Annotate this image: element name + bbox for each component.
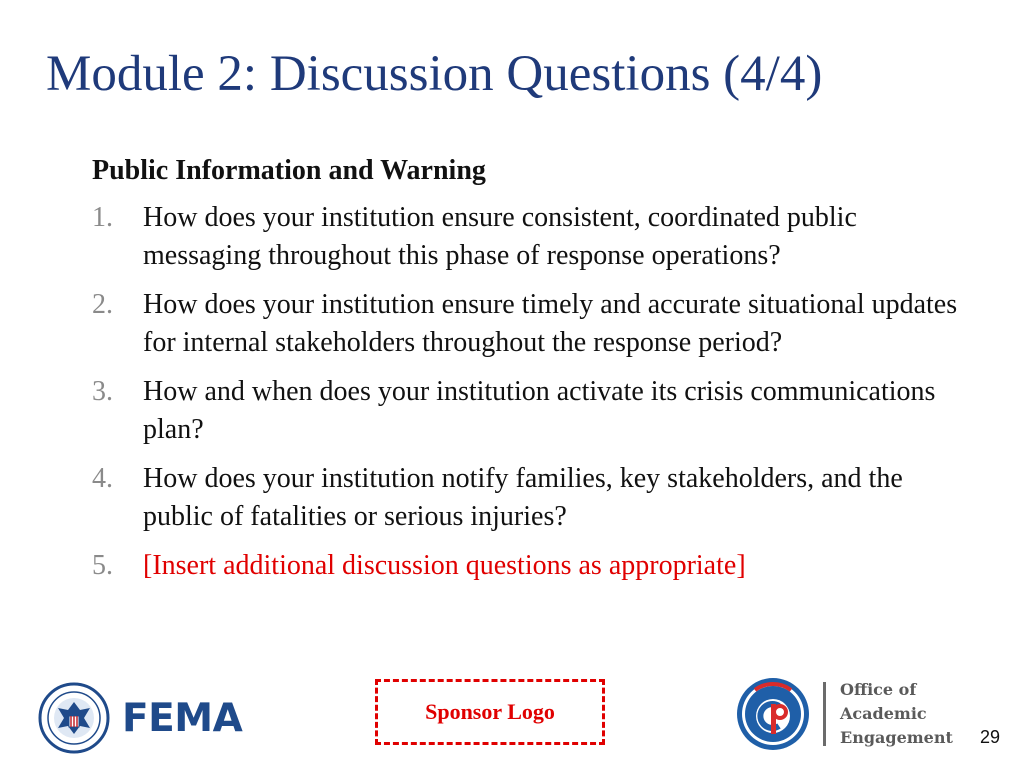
question-item-placeholder [92, 547, 972, 585]
question-number: 4. [92, 463, 113, 494]
question-number: 2. [92, 289, 113, 320]
question-item [92, 460, 972, 535]
fema-wordmark: FEMA [122, 695, 243, 741]
dhs-seal-icon [38, 682, 110, 754]
question-list [92, 199, 972, 585]
question-text: How does your institution ensure consistent, coordinated public messaging throughout this phase of response operations? [143, 202, 857, 271]
office-of-academic-engagement-logo [735, 676, 953, 752]
sponsor-logo-label: Sponsor Logo [425, 699, 555, 724]
logo-divider [823, 682, 826, 746]
section-heading: Public Information and Warning [92, 155, 486, 186]
oae-line: Academic [840, 704, 927, 723]
question-text: How does your institution ensure timely and accurate situational updates for internal stakeholders throughout the response period? [143, 289, 958, 358]
slide-content [92, 152, 972, 597]
question-number: 3. [92, 376, 113, 407]
campus-resilience-badge-icon [735, 676, 811, 752]
question-number: 5. [92, 550, 113, 581]
oae-line: Office of [840, 680, 917, 699]
oae-wordmark [840, 678, 953, 750]
fema-logo [38, 682, 242, 754]
page-number: 29 [979, 727, 1000, 747]
question-item [92, 286, 972, 361]
question-text: How does your institution notify families, key stakeholders, and the public of fatalities or serious injuries? [143, 463, 903, 532]
sponsor-logo-placeholder [375, 679, 605, 745]
question-item [92, 373, 972, 448]
question-number: 1. [92, 202, 113, 233]
question-text: How and when does your institution activate its crisis communications plan? [143, 376, 936, 445]
question-text-placeholder: [Insert additional discussion questions as appropriate] [143, 550, 746, 581]
question-item [92, 199, 972, 274]
slide-title: Module 2: Discussion Questions (4/4) [46, 46, 823, 102]
oae-line: Engagement [840, 728, 953, 747]
